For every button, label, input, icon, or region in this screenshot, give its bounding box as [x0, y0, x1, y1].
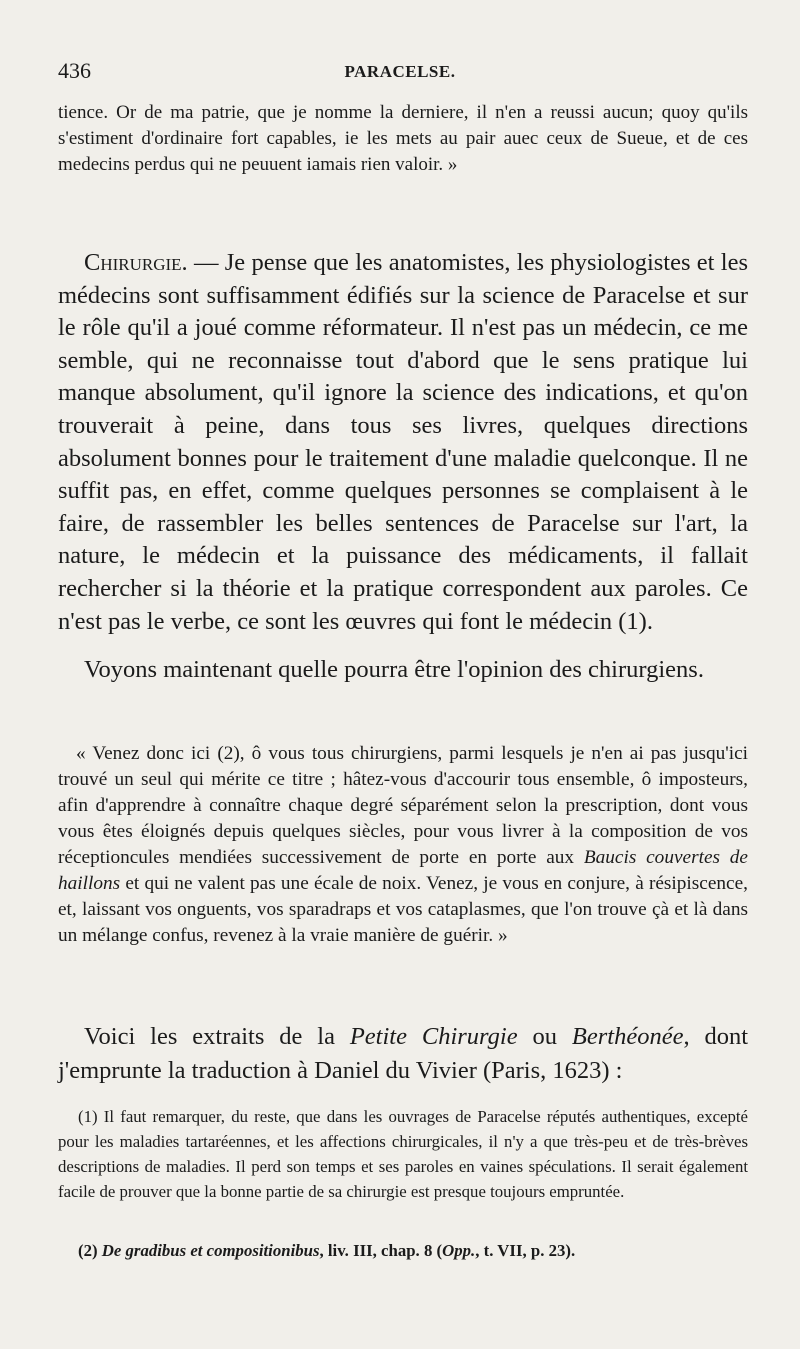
- chirurgie-text: — Je pense que les anatomistes, les physiologistes et les médecins sont suffisamment édifiés sur la science de Paracelse et sur le rôle qu'il a joué comme réformateur. Il n'est pas un médecin, ce me semble, qui ne reconnaisse tout d'abord que le sens pratique lui manque absolument, qu'il ignore la science des indications, et qu'on trouverait à peine, dans tous ses livres, quelques directions absolument bonnes pour le traitement d'une maladie quelconque. Il ne suffit pas, en effet, comme quelques personnes se complaisent à le faire, de rassembler les belles sentences de Paracelse sur l'art, la nature, le médecin et la puissance des médicaments, il fallait rechercher si la théorie et la pratique correspondent aux paroles. Ce n'est pas le verbe, ce sont les œuvres qui font le médecin (1).: [58, 249, 748, 635]
- extracts-paragraph: [58, 1020, 748, 1088]
- footnote-1-text: Il faut remarquer, du reste, que dans les ouvrages de Paracelse réputés authentiques, excepté pour les maladies tartaréennes, et les affections chirurgicales, il n'y a que très-peu et de très-brèves descriptions de maladies. Il perd son temps et ses paroles en vaines spéculations. Il serait également facile de prouver que la bonne partie de sa chirurgie est presque toujours empruntée.: [58, 1107, 748, 1201]
- footnote-2-opp: Opp.: [442, 1241, 476, 1260]
- quote-italic: Baucis couvertes de haillons: [58, 847, 748, 894]
- title-petite-chirurgie: Petite Chirurgie: [349, 1023, 518, 1050]
- surgeons-quote: [58, 741, 748, 949]
- quote-text-end: et qui ne valent pas une écale de noix. Venez, je vous en conjure, à résipiscence, et, laissant vos onguents, vos sparadraps et vos cataplasmes, que l'on trouve çà et là dans un mélange confus, revenez à la vraie manière de guérir. »: [58, 873, 748, 946]
- title-bertheonee: Berthéonée: [571, 1023, 684, 1050]
- section-heading: Chirurgie.: [84, 249, 188, 276]
- footnote-2: [58, 1238, 748, 1263]
- extracts-after: , dont j'emprunte la traduction à Daniel du Vivier (Paris, 1623) :: [58, 1023, 749, 1084]
- footnote-1: [58, 1104, 748, 1204]
- footnote-2-after: , t. VII, p. 23).: [475, 1241, 576, 1260]
- extracts-before: Voici les extraits de la: [84, 1023, 350, 1050]
- running-title: PARACELSE.: [344, 62, 456, 81]
- top-quote-paragraph: tience. Or de ma patrie, que je nomme la derniere, il n'en a reussi aucun; quoy qu'ils s'estiment d'ordinaire fort capables, ie les mets au pair auec ceux de Sueue, et de ces medecins perdus qui ne peuuent iamais rien valoir. »: [58, 102, 748, 175]
- footnote-2-marker: (2): [78, 1241, 98, 1260]
- footnote-2-work-title: De gradibus et compositionibus: [97, 1241, 320, 1260]
- footnote-2-middle: , liv. III, chap. 8 (: [319, 1241, 443, 1260]
- surgeons-intro-text: Voyons maintenant quelle pourra être l'opinion des chirurgiens.: [84, 656, 704, 683]
- running-head: [58, 58, 742, 88]
- chirurgie-paragraph: [58, 247, 748, 638]
- quote-text-start: « Venez donc ici (2), ô vous tous chirurgiens, parmi lesquels je n'en ai pas jusqu'ici trouvé un seul qui mérite ce titre ; hâtez-vous d'accourir tous ensemble, ô imposteurs, afin d'apprendre à connaître chaque degré séparément selon la prescription, dont vous vous êtes éloignés depuis quelques siècles, pour vous livrer à la composition de vos réceptioncules mendiées successivement de porte en porte aux: [58, 743, 748, 868]
- extracts-middle: ou: [517, 1023, 572, 1050]
- footnote-1-marker: (1): [78, 1107, 98, 1126]
- page-number: 436: [58, 58, 91, 83]
- surgeons-intro-paragraph: [58, 654, 748, 687]
